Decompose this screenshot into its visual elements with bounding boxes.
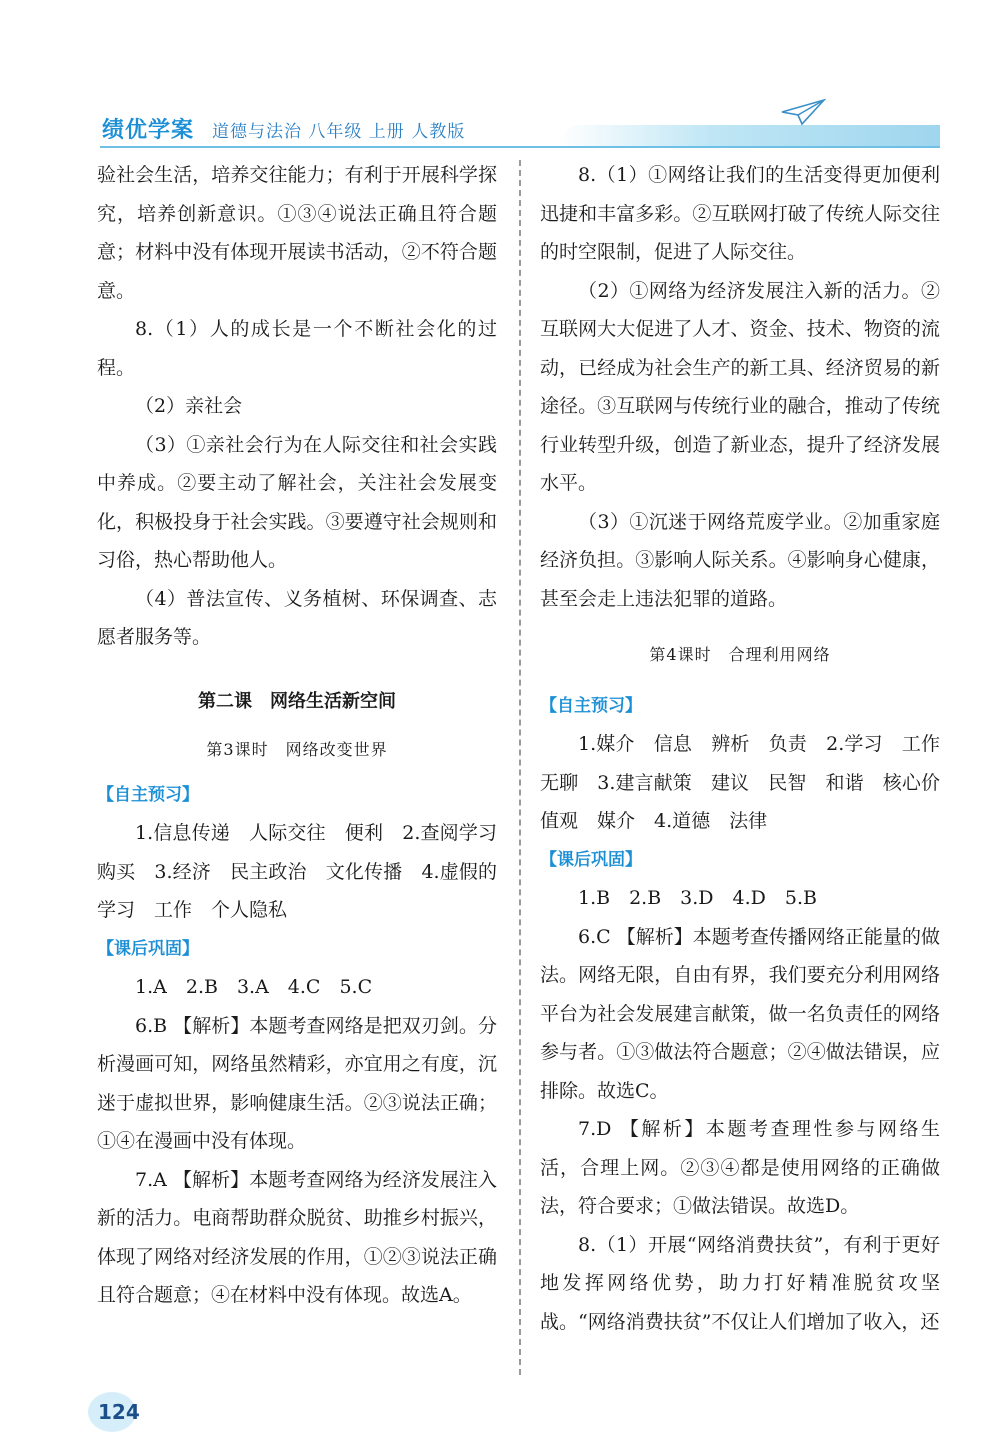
section-tag-preview: 【自主预习】: [97, 784, 199, 805]
answer-paragraph: （3）①沉迷于网络荒废学业。②加重家庭经济负担。③影响人际关系。④影响身心健康，甚至会走上违法犯罪的道路。: [540, 510, 940, 610]
section-tag-preview: 【自主预习】: [540, 695, 642, 716]
answer-paragraph: 6.B 【解析】本题考查网络是把双刃剑。分析漫画可知，网络虽然精彩，亦宜用之有度，沉迷于虚拟世界，影响健康生活。②③说法正确；①④在漫画中没有体现。: [97, 1014, 497, 1152]
header-rule: [100, 146, 940, 148]
page-header: [0, 0, 1000, 150]
header-decoration-band: [560, 125, 940, 147]
answer-paragraph: 8.（1）①网络让我们的生活变得更加便利迅捷和丰富多彩。②互联网打破了传统人际交往的时空限制，促进了人际交往。: [540, 164, 940, 263]
book-subtitle: 道德与法治 八年级 上册 人教版: [212, 122, 466, 142]
period-title: 第4课时 合理利用网络: [649, 645, 831, 664]
answer-paragraph: 1.媒介 信息 辨析 负责 2.学习 工作 无聊 3.建言献策 建议 民智 和谐 核心价值观 媒介 4.道德 法律: [540, 733, 960, 832]
section-tag-review: 【课后巩固】: [97, 938, 199, 959]
period-title: 第3课时 网络改变世界: [206, 740, 388, 759]
answer-paragraph: 1.信息传递 人际交往 便利 2.查阅学习 购买 3.经济 民主政治 文化传播 4.虚假的 学习 工作 个人隐私: [97, 822, 517, 921]
answer-paragraph: （4）普法宣传、义务植树、环保调查、志愿者服务等。: [97, 587, 497, 648]
answer-paragraph: 8.（1）开展“网络消费扶贫”，有利于更好地发挥网络优势，助力打好精准脱贫攻坚战。“网络消费扶贫”不仅让人们增加了收入，还: [540, 1233, 940, 1333]
answer-paragraph: 7.A 【解析】本题考查网络为经济发展注入新的活力。电商帮助群众脱贫、助推乡村振兴，体现了网络对经济发展的作用，①②③说法正确且符合题意；④在材料中没有体现。故选A。: [97, 1168, 497, 1306]
answer-paragraph: （2）①网络为经济发展注入新的活力。②互联网大大促进了人才、资金、技术、物资的流动，已经成为社会生产的新工具、经济贸易的新途径。③互联网与传统行业的融合，推动了传统行业转型升级，创造了新业态，提升了经济发展水平。: [540, 279, 940, 494]
answer-paragraph: 8.（1）人的成长是一个不断社会化的过程。: [97, 318, 497, 379]
answer-paragraph: 验社会生活，培养交往能力；有利于开展科学探究，培养创新意识。①③④说法正确且符合题意；材料中没有体现开展读书活动，②不符合题意。: [97, 164, 497, 302]
lesson-title: 第二课 网络生活新空间: [198, 690, 396, 712]
answer-paragraph: 6.C 【解析】本题考查传播网络正能量的做法。网络无限，自由有界，我们要充分利用网络平台为社会发展建言献策，做一名负责任的网络参与者。①③做法符合题意；②④做法错误，应排除。故选C。: [540, 925, 940, 1102]
paper-plane-icon: [780, 98, 826, 128]
answer-paragraph: 7.D 【解析】本题考查理性参与网络生活，合理上网。②③④都是使用网络的正确做法，符合要求；①做法错误。故选D。: [540, 1118, 940, 1217]
section-tag-review: 【课后巩固】: [540, 849, 642, 870]
page-number: 124: [98, 1400, 140, 1424]
answer-paragraph: 1.A 2.B 3.A 4.C 5.C: [135, 976, 373, 998]
column-divider: [519, 160, 521, 1375]
right-column: [540, 156, 960, 1341]
book-brand-logo: 绩优学案: [102, 118, 195, 143]
answer-paragraph: 1.B 2.B 3.D 4.D 5.B: [578, 887, 817, 909]
answer-paragraph: （3）①亲社会行为在人际交往和社会实践中养成。②要主动了解社会，关注社会发展变化，积极投身于社会实践。③要遵守社会规则和习俗，热心帮助他人。: [97, 433, 497, 571]
left-column: [97, 156, 517, 1315]
answer-paragraph: （2）亲社会: [135, 395, 243, 417]
